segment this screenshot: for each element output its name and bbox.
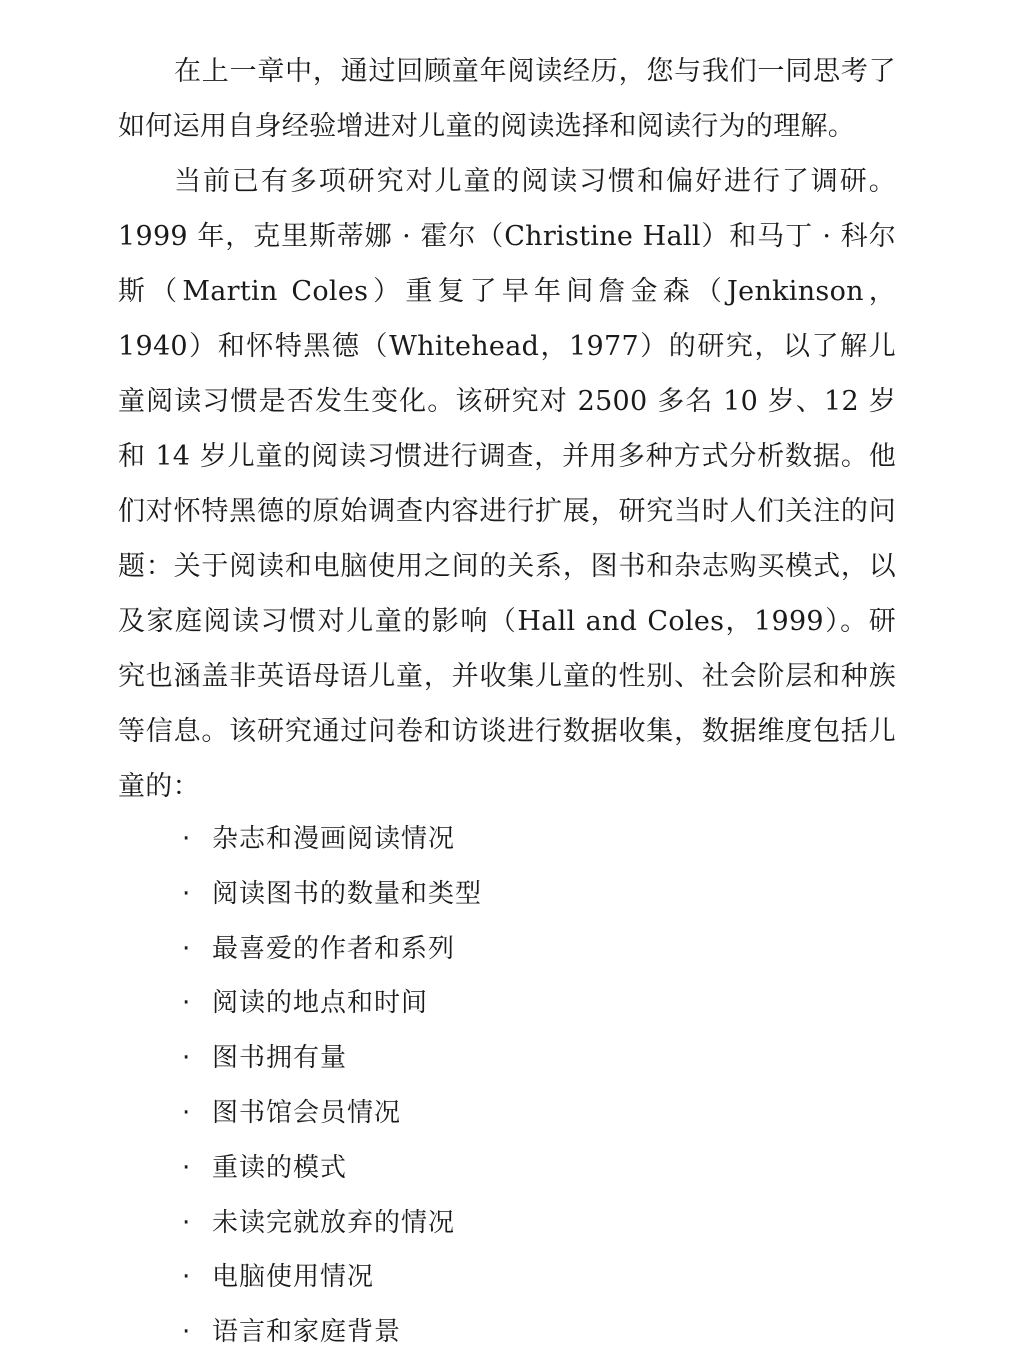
list-item [182, 976, 482, 1031]
list-item [182, 1086, 482, 1141]
bullet-dot-icon: · [182, 988, 192, 1019]
list-item-text: 电脑使用情况 [212, 1262, 375, 1293]
bullet-dot-icon: · [182, 824, 192, 854]
bullet-dot-icon: · [182, 1097, 192, 1128]
list-item-text: 未读完就放弃的情况 [212, 1207, 456, 1238]
bullet-dot-icon: · [182, 1043, 192, 1074]
list-item-text: 图书馆会员情况 [212, 1097, 402, 1128]
bullet-dot-icon: · [182, 1207, 192, 1238]
bullet-dot-icon: · [182, 1317, 192, 1348]
list-item [182, 1250, 482, 1305]
document-body [118, 44, 896, 814]
bullet-dot-icon: · [182, 933, 192, 964]
data-dimensions-list [182, 812, 482, 1360]
list-item [182, 1031, 482, 1086]
list-item [182, 1196, 482, 1251]
list-item [182, 922, 482, 977]
bullet-dot-icon: · [182, 1152, 192, 1183]
list-item [182, 812, 482, 867]
list-item-text: 杂志和漫画阅读情况 [212, 824, 456, 854]
list-item-text: 最喜爱的作者和系列 [212, 933, 456, 964]
list-item-text: 阅读的地点和时间 [212, 988, 429, 1019]
list-item-text: 阅读图书的数量和类型 [212, 878, 483, 909]
list-item [182, 1305, 482, 1360]
list-item [182, 867, 482, 922]
paragraph-research: 当前已有多项研究对儿童的阅读习惯和偏好进行了调研。1999 年，克里斯蒂娜 · 霍尔（Christine Hall）和马丁 · 科尔斯（Martin Coles）重复了早年间詹金森（Jenkinson，1940）和怀特黑德（Whitehead，1977）的研究，以了解儿童阅读习惯是否发生变化。该研究对 2500 多名 10 岁、12 岁和 14 岁儿童的阅读习惯进行调查，并用多种方式分析数据。他们对怀特黑德的原始调查内容进行扩展，研究当时人们关注的问题：关于阅读和电脑使用之间的关系，图书和杂志购买模式，以及家庭阅读习惯对儿童的影响（Hall and Coles，1999）。研究也涵盖非英语母语儿童，并收集儿童的性别、社会阶层和种族等信息。该研究通过问卷和访谈进行数据收集，数据维度包括儿童的： [118, 166, 896, 802]
paragraph-intro: 在上一章中，通过回顾童年阅读经历，您与我们一同思考了如何运用自身经验增进对儿童的阅读选择和阅读行为的理解。 [118, 56, 896, 142]
list-item-text: 图书拥有量 [212, 1043, 348, 1074]
bullet-dot-icon: · [182, 878, 192, 909]
list-item [182, 1141, 482, 1196]
bullet-dot-icon: · [182, 1262, 192, 1293]
list-item-text: 语言和家庭背景 [212, 1317, 402, 1348]
list-item-text: 重读的模式 [212, 1152, 348, 1183]
